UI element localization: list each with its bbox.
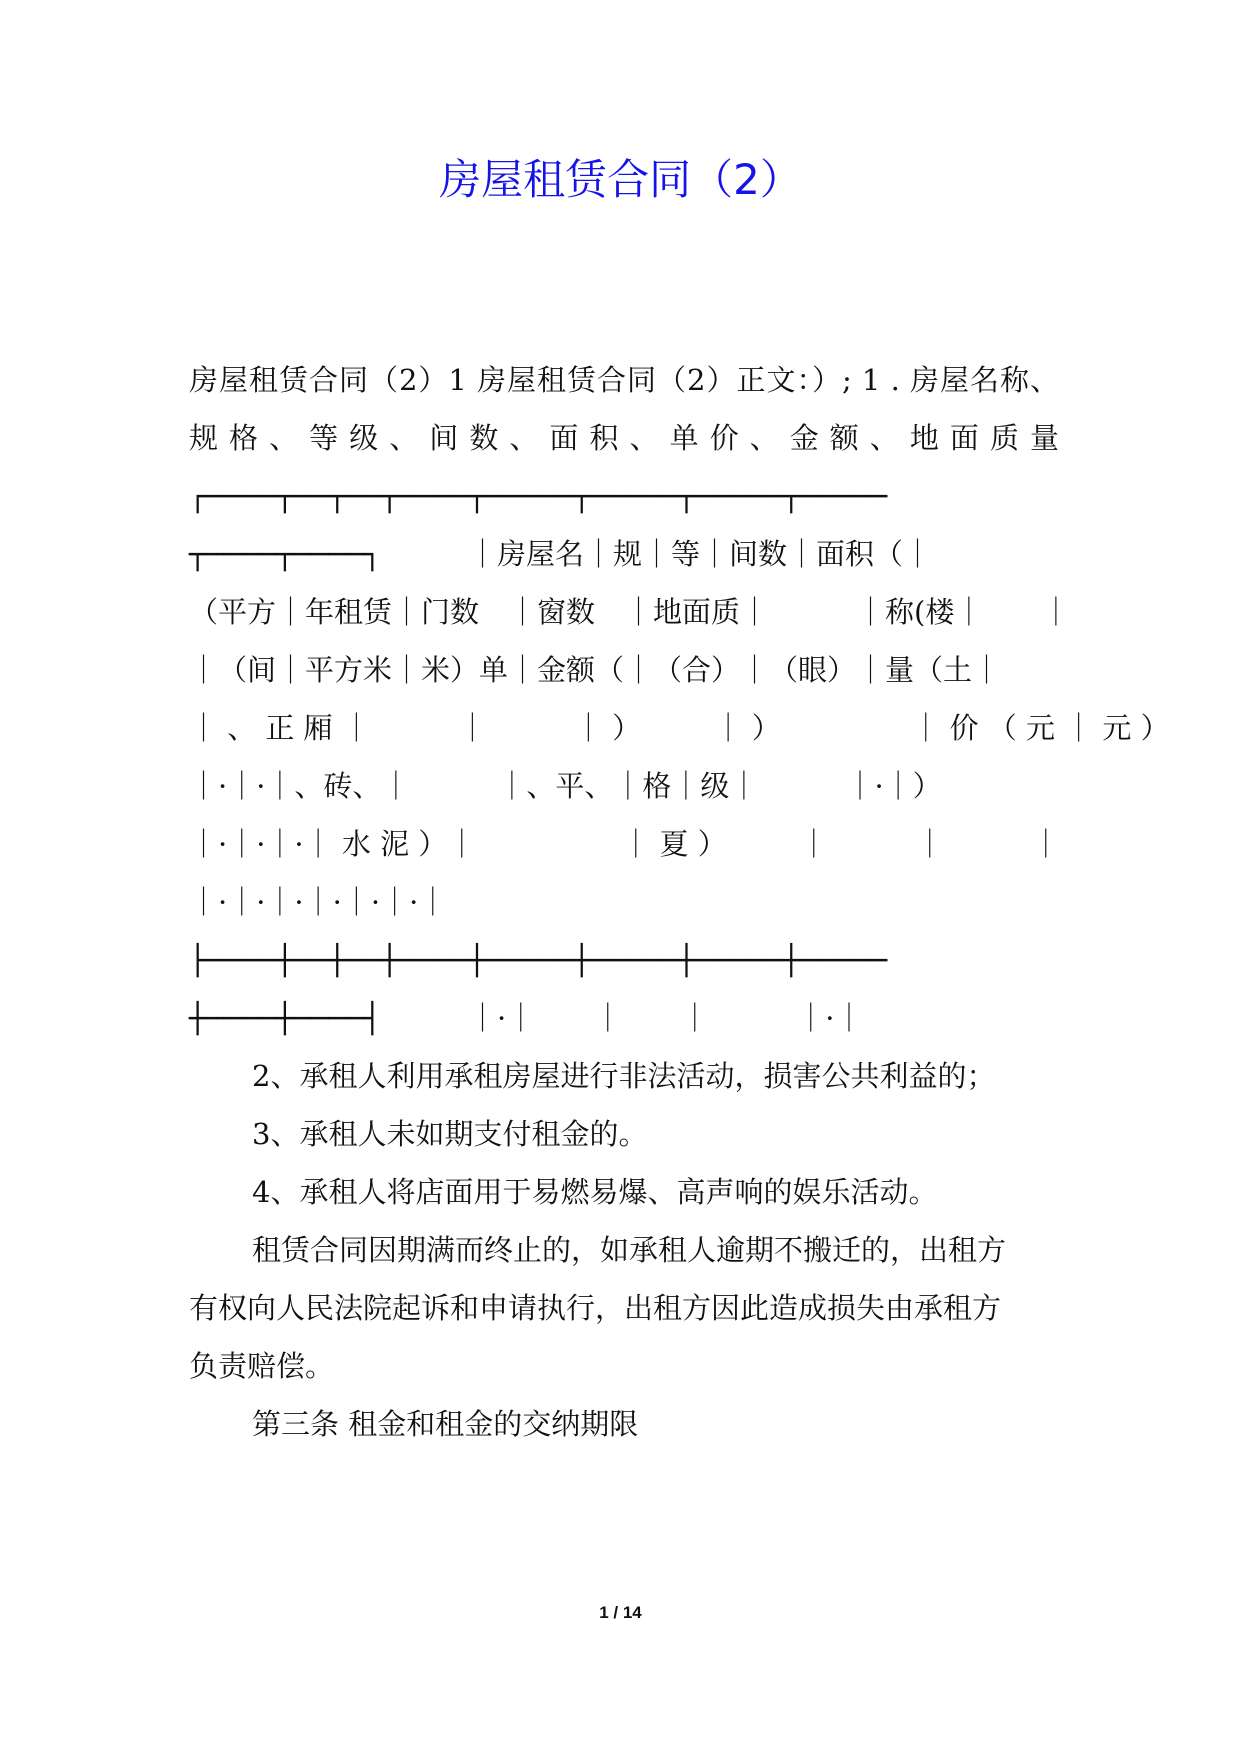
- document-title: 房屋租赁合同（2）: [439, 155, 802, 204]
- section-heading: 第三条 租金和租金的交纳期限: [252, 1407, 639, 1441]
- table-row-line: ┬────┬────┐ ｜房屋名｜规｜等｜间数｜面积（｜: [189, 537, 933, 571]
- body-line: 租赁合同因期满而终止的，如承租人逾期不搬迁的，出租方: [252, 1233, 1007, 1267]
- table-border-line: ├────┼──┼──┼────┼─────┼─────┼─────┼─────: [189, 943, 888, 977]
- body-line: 负责赔偿。: [189, 1349, 335, 1383]
- table-row-line: ｜·｜·｜、砖、｜ ｜、平、｜格｜级｜ ｜·｜）: [189, 769, 942, 803]
- body-line: 2、承租人利用承租房屋进行非法活动，损害公共利益的；: [252, 1059, 996, 1093]
- table-row-line: ┼────┼────┤ ｜·｜ ｜ ｜ ｜·｜: [189, 1001, 864, 1035]
- body-line: 房屋租赁合同（2）1 房屋租赁合同（2）正文：）; 1 . 房屋名称、: [189, 363, 1059, 397]
- table-row-line: （平方｜年租赁｜门数 ｜窗数 ｜地面质｜ ｜称(楼｜ ｜: [189, 595, 1071, 629]
- page-indicator: 1 / 14: [599, 1603, 642, 1622]
- body-line: 规 格 、 等 级 、 间 数 、 面 积 、 单 价 、 金 额 、 地 面 质 量: [189, 421, 1059, 455]
- body-line: 3、承租人未如期支付租金的。: [252, 1117, 648, 1151]
- table-row-line: ｜·｜·｜·｜·｜·｜·｜: [189, 885, 448, 919]
- table-border-line: ┌────┬──┬──┬────┬─────┬─────┬─────┬─────: [189, 479, 888, 513]
- table-row-line: ｜（间｜平方米｜米）单｜金额（｜（合）｜（眼）｜量（土｜: [189, 653, 1002, 687]
- table-row-line: ｜·｜·｜·｜ 水 泥 ）｜ ｜ 夏 ） ｜ ｜ ｜: [189, 827, 1061, 861]
- body-line: 有权向人民法院起诉和申请执行，出租方因此造成损失由承租方: [189, 1291, 1002, 1325]
- body-line: 4、承租人将店面用于易燃易爆、高声响的娱乐活动。: [252, 1175, 938, 1209]
- table-row-line: ｜ 、 正 厢 ｜ ｜ ｜ ） ｜ ） ｜ 价 （ 元 ｜ 元 ）: [189, 711, 1170, 745]
